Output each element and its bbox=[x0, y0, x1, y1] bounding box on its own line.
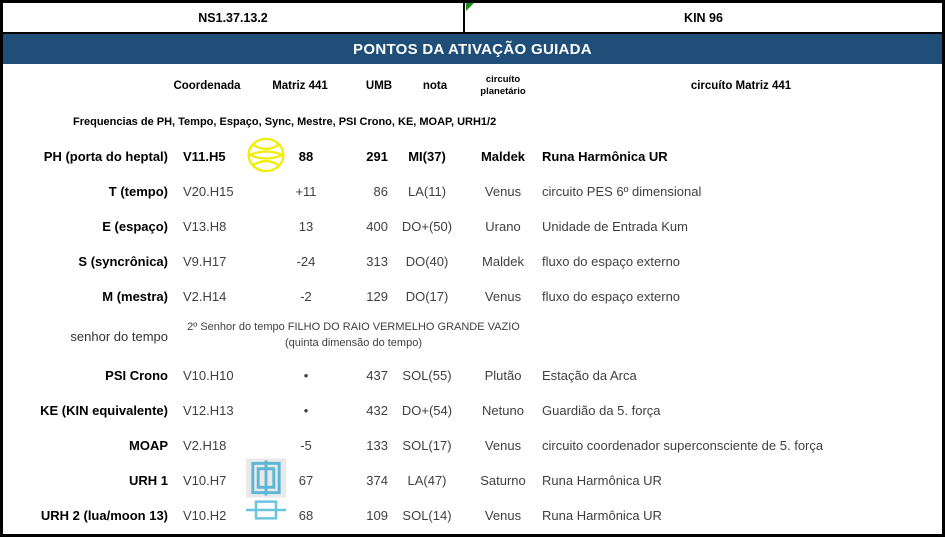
circuito-cell: Guardião da 5. força bbox=[542, 403, 661, 418]
row-label: senhor do tempo bbox=[70, 328, 168, 344]
matriz-cell: +11 bbox=[295, 184, 317, 199]
matriz-cell: 88 bbox=[298, 148, 314, 164]
matriz-cell: 68 bbox=[298, 508, 314, 523]
col-header-circuito-planetario bbox=[466, 74, 540, 98]
nota-cell: SOL(55) bbox=[402, 368, 452, 383]
row-label: MOAP bbox=[129, 438, 168, 453]
col-header-coordenada: Coordenada bbox=[173, 80, 241, 92]
circuito-cell: fluxo do espaço externo bbox=[542, 254, 681, 269]
heptal-gate-seal-icon bbox=[246, 134, 286, 176]
icon-cell bbox=[246, 509, 286, 523]
circuito-cell: circuito PES 6º dimensional bbox=[542, 184, 702, 199]
frequencies-subtitle: Frequencias de PH, Tempo, Espaço, Sync, Mestre, PSI Crono, KE, MOAP, URH1/2 bbox=[73, 116, 497, 128]
coordenada-cell: V10.H10 bbox=[183, 368, 234, 383]
planeta-cell: Netuno bbox=[482, 403, 524, 418]
row-label: M (mestra) bbox=[102, 289, 168, 304]
umb-cell: 133 bbox=[366, 438, 388, 453]
coordenada-cell: V10.H7 bbox=[183, 473, 227, 488]
coordenada-cell: V12.H13 bbox=[183, 403, 234, 418]
nota-cell: MI(37) bbox=[408, 148, 446, 164]
table-row-urh2 bbox=[3, 498, 942, 533]
planeta-cell: Plutão bbox=[484, 368, 522, 383]
table-row-mestra bbox=[3, 279, 942, 314]
umb-cell: 437 bbox=[366, 368, 388, 383]
coordenada-cell: V2.H14 bbox=[183, 289, 227, 304]
umb-cell: 86 bbox=[373, 184, 388, 199]
ns-date-cell: NS1.37.13.2 bbox=[3, 3, 465, 32]
matriz-cell: -2 bbox=[300, 289, 312, 304]
top-cells-row bbox=[3, 3, 942, 34]
table-row-moap bbox=[3, 428, 942, 463]
table-row-tempo bbox=[3, 174, 942, 209]
nota-cell: SOL(14) bbox=[402, 508, 452, 523]
umb-cell: 129 bbox=[366, 289, 388, 304]
row-label: URH 1 bbox=[128, 473, 168, 488]
table-row-senhor-do-tempo bbox=[3, 314, 942, 358]
umb-cell: 374 bbox=[366, 473, 388, 488]
umb-cell: 109 bbox=[366, 508, 388, 523]
page-title: PONTOS DA ATIVAÇÃO GUIADA bbox=[3, 34, 942, 64]
table-row-syncronica bbox=[3, 244, 942, 279]
row-label: PH (porta do heptal) bbox=[43, 148, 168, 164]
kin-cell bbox=[465, 3, 942, 32]
circuito-cell: Runa Harmônica UR bbox=[542, 508, 662, 523]
circuito-cell: circuito coordenador superconsciente de 5. força bbox=[542, 438, 824, 453]
coordenada-cell: V9.H17 bbox=[183, 254, 227, 269]
col-header-matriz: Matriz 441 bbox=[272, 80, 328, 92]
nota-cell: DO(17) bbox=[405, 289, 449, 304]
planeta-cell: Venus bbox=[484, 184, 522, 199]
circuito-cell: Unidade de Entrada Kum bbox=[542, 219, 688, 234]
icon-cell bbox=[246, 463, 286, 498]
umb-cell: 432 bbox=[366, 403, 388, 418]
coordenada-cell: V2.H18 bbox=[183, 438, 227, 453]
table-row-psi-crono bbox=[3, 358, 942, 393]
nota-cell: LA(47) bbox=[407, 473, 447, 488]
planeta-cell: Venus bbox=[484, 508, 522, 523]
nota-cell: DO+(50) bbox=[401, 219, 453, 234]
nota-cell: DO(40) bbox=[405, 254, 449, 269]
coordenada-cell: V10.H2 bbox=[183, 508, 227, 523]
lord-of-time-line1: 2º Senhor do tempo FILHO DO RAIO VERMELHO GRANDE VAZIO bbox=[187, 321, 520, 334]
matriz-cell: • bbox=[303, 368, 309, 383]
nota-cell: DO+(54) bbox=[401, 403, 453, 418]
table-row-espaco bbox=[3, 209, 942, 244]
coordenada-cell: V13.H8 bbox=[183, 219, 227, 234]
matriz-cell: • bbox=[303, 403, 309, 418]
col-header-planetario-line2: planetário bbox=[480, 86, 526, 97]
matriz-cell: -5 bbox=[300, 438, 312, 453]
circuito-cell: fluxo do espaço externo bbox=[542, 289, 681, 304]
col-header-umb: UMB bbox=[365, 80, 393, 92]
circuito-cell: Runa Harmônica UR bbox=[542, 473, 662, 488]
planeta-cell: Saturno bbox=[480, 473, 526, 488]
row-label: E (espaço) bbox=[102, 219, 168, 234]
row-label: URH 2 (lua/moon 13) bbox=[40, 508, 168, 523]
table-row-ke bbox=[3, 393, 942, 428]
matriz-cell: -24 bbox=[296, 254, 316, 269]
urh1-rune-icon bbox=[246, 458, 286, 498]
matriz-cell: 67 bbox=[298, 473, 314, 488]
row-label: S (syncrônica) bbox=[78, 254, 168, 269]
coordenada-cell: V20.H15 bbox=[183, 184, 234, 199]
nota-cell: SOL(17) bbox=[402, 438, 452, 453]
table-row-urh1 bbox=[3, 463, 942, 498]
circuito-cell: Estação da Arca bbox=[542, 368, 637, 383]
planeta-cell: Maldek bbox=[482, 254, 524, 269]
matriz-cell: 13 bbox=[298, 219, 314, 234]
nota-cell: LA(11) bbox=[407, 184, 447, 199]
urh2-rune-icon bbox=[246, 497, 286, 523]
table-row-ph bbox=[3, 136, 942, 174]
planeta-cell: Venus bbox=[484, 438, 522, 453]
col-header-nota: nota bbox=[422, 80, 448, 92]
umb-cell: 400 bbox=[366, 219, 388, 234]
cell-comment-triangle-icon bbox=[466, 3, 474, 11]
col-header-circuito-matriz: circuíto Matriz 441 bbox=[690, 80, 792, 92]
kin-cell-text: KIN 96 bbox=[684, 10, 723, 25]
umb-cell: 291 bbox=[366, 148, 388, 164]
row-label: T (tempo) bbox=[108, 184, 168, 199]
planeta-cell: Venus bbox=[484, 289, 522, 304]
coordenada-cell: V11.H5 bbox=[183, 148, 226, 164]
lord-of-time-line2: (quinta dimensão do tempo) bbox=[285, 337, 422, 349]
umb-cell: 313 bbox=[366, 254, 388, 269]
row-label: PSI Crono bbox=[105, 368, 168, 383]
column-header-row bbox=[3, 64, 942, 108]
planeta-cell: Urano bbox=[485, 219, 521, 234]
lord-of-time-text bbox=[181, 320, 526, 352]
planeta-cell: Maldek bbox=[480, 148, 526, 164]
col-header-circuito-line1: circuíto bbox=[485, 74, 521, 86]
circuito-cell: Runa Harmônica UR bbox=[542, 148, 668, 164]
row-label: KE (KIN equivalente) bbox=[40, 403, 168, 418]
icon-cell bbox=[246, 136, 286, 176]
